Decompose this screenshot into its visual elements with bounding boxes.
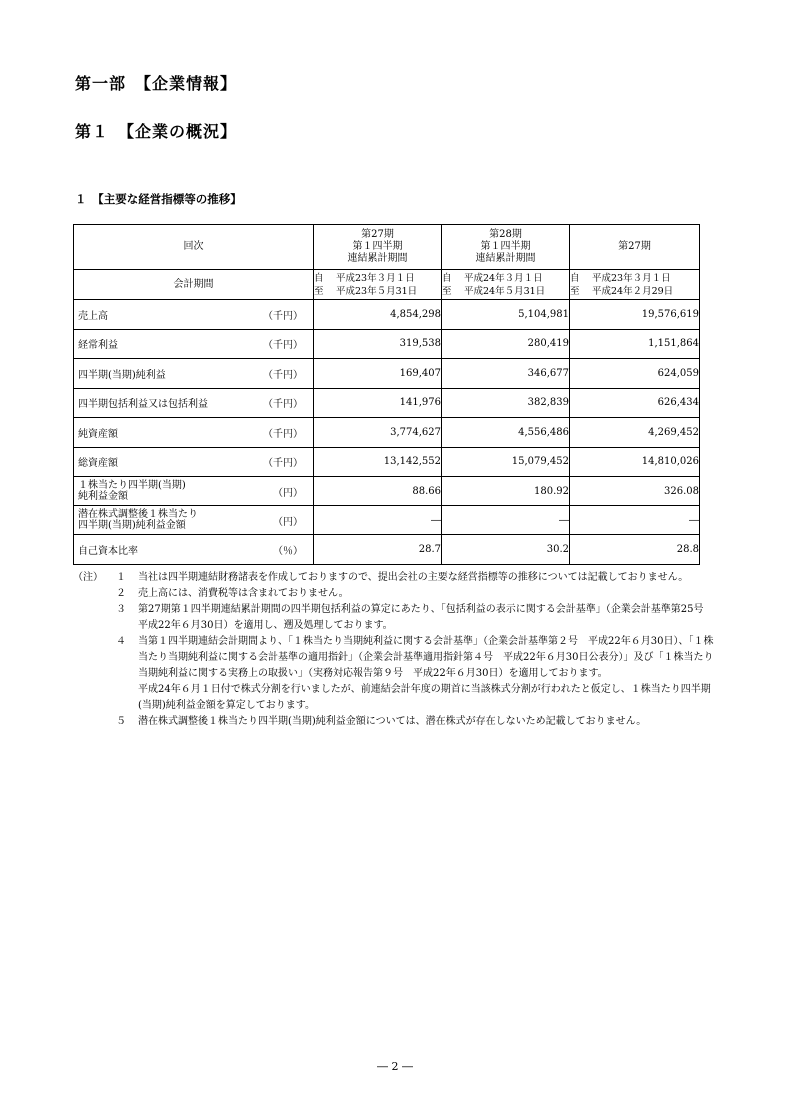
- period-prefix: 自: [570, 272, 580, 284]
- header-line: 連結累計期間: [475, 253, 536, 264]
- period-cell: [442, 270, 570, 300]
- row-label: [78, 395, 208, 410]
- period-prefix: 自: [442, 272, 452, 284]
- row-label: [78, 509, 198, 531]
- table-row: [74, 329, 700, 359]
- note-item: [73, 714, 718, 730]
- note-paragraph: 潜在株式調整後１株当たり四半期(当期)純利益金額については、潜在株式が存在しないため記載しておりません。: [138, 716, 647, 727]
- value-cell: 28.8: [570, 535, 700, 565]
- note-paragraph: 平成24年６月１日付で株式分割を行いましたが、前連結会計年度の期首に当該株式分割が行われたと仮定し、１株当たり四半期(当期)純利益金額を算定しております。: [138, 684, 711, 711]
- row-label-cell: [74, 359, 314, 389]
- value-cell: 15,079,452: [442, 447, 570, 477]
- row-label-cell: [74, 300, 314, 330]
- value-cell: 4,269,452: [570, 418, 700, 448]
- table-row: [74, 418, 700, 448]
- page-number: ― 2 ―: [377, 1060, 413, 1073]
- row-unit: （％）: [273, 545, 303, 557]
- header-row: [74, 225, 700, 270]
- part-title: 第一部 【企業情報】: [75, 74, 238, 93]
- table-row: [74, 359, 700, 389]
- table-row: [74, 506, 700, 535]
- value-cell: ―: [314, 506, 442, 535]
- row-label: [78, 425, 118, 440]
- row-unit: （千円）: [263, 428, 303, 440]
- value-cell: 88.66: [314, 477, 442, 506]
- row-label: [78, 336, 118, 351]
- note-number: ５: [116, 716, 126, 727]
- note-item: [73, 602, 718, 634]
- row-label-line: 潜在株式調整後１株当たり: [78, 509, 198, 520]
- note-body: [138, 602, 718, 634]
- row-unit: （千円）: [263, 399, 303, 411]
- header-line: 第28期: [489, 229, 522, 240]
- value-cell: 4,854,298: [314, 300, 442, 330]
- period-date: 平成24年５月31日: [464, 285, 546, 297]
- row-label-cell: [74, 477, 314, 506]
- note-number: ２: [116, 588, 126, 599]
- note-paragraph: 売上高には、消費税等は含まれておりません。: [138, 588, 349, 599]
- value-cell: 319,538: [314, 329, 442, 359]
- period-line: [442, 272, 569, 285]
- period-date: 平成23年５月31日: [336, 285, 418, 297]
- value-cell: 1,151,864: [570, 329, 700, 359]
- period-line: [314, 285, 441, 298]
- period-cell: [570, 270, 700, 300]
- value-cell: 30.2: [442, 535, 570, 565]
- note-number: １: [116, 572, 126, 583]
- row-label-cell: [74, 447, 314, 477]
- note-body: [138, 714, 718, 730]
- period-date: 平成23年３月１日: [336, 272, 415, 284]
- period-prefix: 至: [442, 285, 452, 297]
- header-line: 連結累計期間: [347, 253, 408, 264]
- header-line: 第１四半期: [352, 241, 403, 252]
- value-cell: 4,556,486: [442, 418, 570, 448]
- header-line: 第１四半期: [480, 241, 531, 252]
- value-cell: 13,142,552: [314, 447, 442, 477]
- row-label-line: 四半期包括利益又は包括利益: [78, 399, 208, 411]
- note-item: [73, 586, 718, 602]
- row-label-line: 総資産額: [78, 458, 118, 470]
- table-row: [74, 447, 700, 477]
- header-label: 回次: [74, 225, 314, 270]
- row-label: [78, 542, 138, 557]
- row-label-cell: [74, 418, 314, 448]
- value-cell: 346,677: [442, 359, 570, 389]
- note-body: [138, 586, 718, 602]
- row-label: [78, 307, 108, 322]
- value-cell: 280,419: [442, 329, 570, 359]
- value-cell: 14,810,026: [570, 447, 700, 477]
- section-title: １ 【主要な経営指標等の推移】: [75, 192, 242, 206]
- note-paragraph: 当第１四半期連結会計期間より、「１株当たり当期純利益に関する会計基準」（企業会計基準第２号 平成22年６月30日）、「１株当たり当期純利益に関する会計基準の適用指針」（企業会計基準適用指針第４号 平成22年６月30日公表分）」及び「１株当たり当期純利益に関する実務上の取扱い」（実務対応報告第９号 平成22年６月30日）を適用しております。: [138, 636, 714, 679]
- row-unit: （千円）: [263, 340, 303, 352]
- row-label-cell: [74, 329, 314, 359]
- notes-section: [73, 570, 718, 730]
- table-row: [74, 477, 700, 506]
- note-lead: （注）: [73, 572, 103, 583]
- row-label-line: 四半期(当期)純利益金額: [78, 520, 186, 531]
- row-label: [78, 366, 166, 381]
- value-cell: ―: [570, 506, 700, 535]
- value-cell: 326.08: [570, 477, 700, 506]
- note-item: [73, 634, 718, 714]
- row-label-line: １株当たり四半期(当期): [78, 480, 186, 491]
- row-label-cell: [74, 535, 314, 565]
- value-cell: 382,839: [442, 388, 570, 418]
- row-unit: （千円）: [263, 458, 303, 470]
- period-date: 平成23年３月１日: [592, 272, 671, 284]
- table-row: [74, 535, 700, 565]
- note-lead: [73, 714, 116, 730]
- header-cell: [570, 225, 700, 270]
- note-body: [138, 634, 718, 714]
- value-cell: 141,976: [314, 388, 442, 418]
- period-line: [570, 285, 699, 298]
- financial-indicators-table: [73, 224, 700, 565]
- note-item: [73, 570, 718, 586]
- note-number: ４: [116, 636, 126, 647]
- header-line: 第27期: [618, 241, 651, 252]
- value-cell: 28.7: [314, 535, 442, 565]
- row-label: [78, 480, 186, 502]
- row-label-cell: [74, 506, 314, 535]
- period-label: 会計期間: [74, 270, 314, 300]
- period-line: [314, 272, 441, 285]
- chapter-title: 第１ 【企業の概況】: [75, 122, 238, 141]
- row-label-line: 自己資本比率: [78, 545, 138, 557]
- period-row: [74, 270, 700, 300]
- period-cell: [314, 270, 442, 300]
- row-unit: （円）: [273, 516, 303, 528]
- row-label-line: 四半期(当期)純利益: [78, 369, 166, 381]
- row-label-line: 純利益金額: [78, 491, 128, 502]
- row-label-line: 売上高: [78, 310, 108, 322]
- table-row: [74, 388, 700, 418]
- value-cell: 626,434: [570, 388, 700, 418]
- value-cell: ―: [442, 506, 570, 535]
- period-line: [570, 272, 699, 285]
- table-row: [74, 300, 700, 330]
- row-label-cell: [74, 388, 314, 418]
- period-prefix: 至: [570, 285, 580, 297]
- header-cell: [314, 225, 442, 270]
- note-number: ３: [116, 604, 126, 615]
- row-label: [78, 454, 118, 469]
- period-date: 平成24年２月29日: [592, 285, 674, 297]
- row-unit: （円）: [273, 487, 303, 499]
- note-lead: [73, 602, 116, 634]
- value-cell: 5,104,981: [442, 300, 570, 330]
- value-cell: 169,407: [314, 359, 442, 389]
- period-prefix: 至: [314, 285, 324, 297]
- header-cell: [442, 225, 570, 270]
- value-cell: 180.92: [442, 477, 570, 506]
- note-lead: [73, 586, 116, 602]
- value-cell: 624,059: [570, 359, 700, 389]
- row-unit: （千円）: [263, 310, 303, 322]
- row-label-line: 純資産額: [78, 428, 118, 440]
- row-unit: （千円）: [263, 369, 303, 381]
- value-cell: 3,774,627: [314, 418, 442, 448]
- period-line: [442, 285, 569, 298]
- row-label-line: 経常利益: [78, 340, 118, 352]
- period-prefix: 自: [314, 272, 324, 284]
- period-date: 平成24年３月１日: [464, 272, 543, 284]
- note-lead: [73, 634, 116, 714]
- header-line: 第27期: [361, 229, 394, 240]
- note-paragraph: 当社は四半期連結財務諸表を作成しておりますので、提出会社の主要な経営指標等の推移については記載しておりません。: [138, 572, 689, 583]
- note-body: [138, 570, 718, 586]
- value-cell: 19,576,619: [570, 300, 700, 330]
- note-paragraph: 第27期第１四半期連結累計期間の四半期包括利益の算定にあたり、「包括利益の表示に関する会計基準」（企業会計基準第25号 平成22年６月30日）を適用し、遡及処理しております。: [138, 604, 714, 631]
